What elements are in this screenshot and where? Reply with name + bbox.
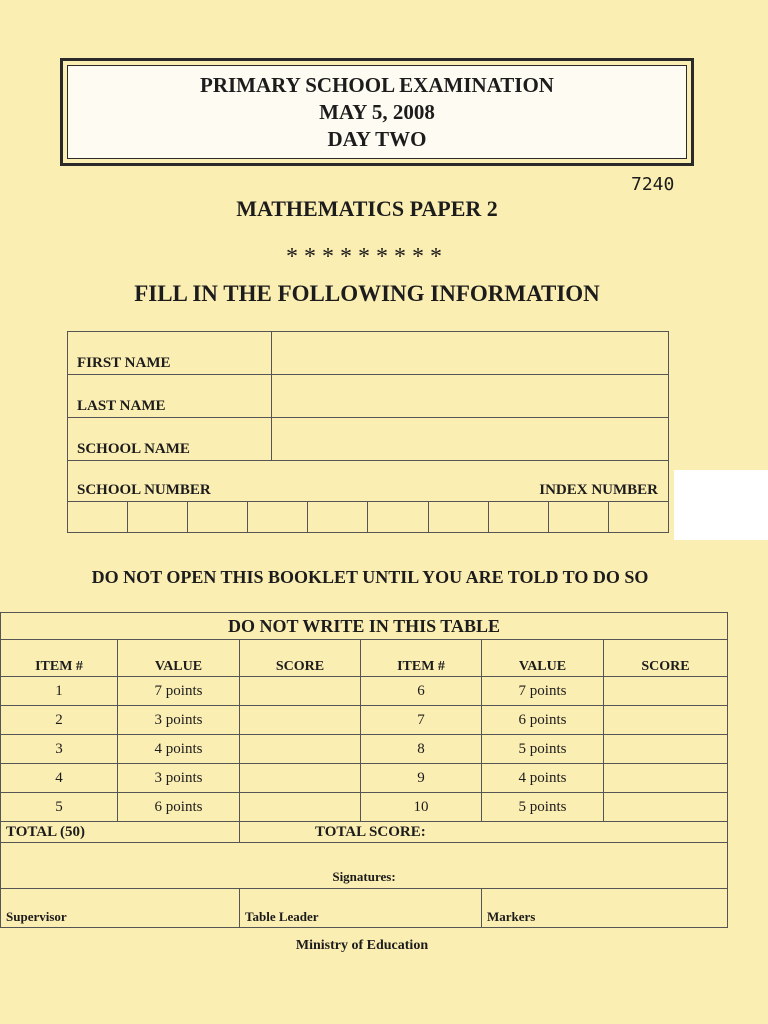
supervisor-signature[interactable]: Supervisor xyxy=(1,889,240,928)
score-cell[interactable] xyxy=(240,793,361,822)
number-cell[interactable] xyxy=(68,501,128,532)
item-header: ITEM # xyxy=(1,640,118,677)
item-number: 6 xyxy=(361,677,482,706)
paper-title: MATHEMATICS PAPER 2 xyxy=(236,196,498,221)
index-number-label: INDEX NUMBER xyxy=(539,482,658,498)
score-cell[interactable] xyxy=(240,764,361,793)
number-cell[interactable] xyxy=(308,501,368,532)
item-value: 5 points xyxy=(482,793,604,822)
table-row xyxy=(1,706,728,735)
score-table xyxy=(0,612,728,928)
paper-code: 7240 xyxy=(631,174,675,195)
number-cell[interactable] xyxy=(489,501,549,532)
item-value: 7 points xyxy=(118,677,240,706)
score-cell[interactable] xyxy=(240,706,361,735)
student-info-form xyxy=(67,331,669,533)
score-table-header-row xyxy=(1,640,728,677)
item-value: 3 points xyxy=(118,706,240,735)
value-header: VALUE xyxy=(482,640,604,677)
ministry-footer: Ministry of Education xyxy=(295,938,429,953)
item-value: 6 points xyxy=(118,793,240,822)
score-table-title-row xyxy=(1,613,728,640)
item-number: 7 xyxy=(361,706,482,735)
do-not-open-warning: DO NOT OPEN THIS BOOKLET UNTIL YOU ARE TOLD TO DO SO xyxy=(91,567,649,587)
item-number: 9 xyxy=(361,764,482,793)
item-value: 7 points xyxy=(482,677,604,706)
number-cell[interactable] xyxy=(248,501,308,532)
number-cell[interactable] xyxy=(429,501,489,532)
first-name-row xyxy=(68,332,668,375)
item-value: 5 points xyxy=(482,735,604,764)
number-cells xyxy=(68,501,668,532)
fill-in-heading: FILL IN THE FOLLOWING INFORMATION xyxy=(134,281,600,306)
signatures-label: Signatures: xyxy=(1,843,728,889)
table-row xyxy=(1,764,728,793)
score-header: SCORE xyxy=(604,640,728,677)
last-name-row xyxy=(68,375,668,418)
signatures-row xyxy=(1,843,728,889)
total-label: TOTAL (50) xyxy=(1,822,240,843)
exam-day: DAY TWO xyxy=(327,126,427,151)
school-number-label: SCHOOL NUMBER xyxy=(77,482,211,498)
exam-header-text xyxy=(200,72,554,153)
star-divider: ********* xyxy=(286,244,448,270)
number-cell[interactable] xyxy=(368,501,428,532)
item-number: 4 xyxy=(1,764,118,793)
score-cell[interactable] xyxy=(604,764,728,793)
value-header: VALUE xyxy=(118,640,240,677)
table-row xyxy=(1,735,728,764)
exam-date: MAY 5, 2008 xyxy=(319,99,435,124)
exam-title: PRIMARY SCHOOL EXAMINATION xyxy=(200,72,554,97)
number-cell[interactable] xyxy=(609,501,668,532)
number-cell[interactable] xyxy=(549,501,609,532)
item-value: 4 points xyxy=(118,735,240,764)
first-name-label: FIRST NAME xyxy=(77,355,171,371)
item-header: ITEM # xyxy=(361,640,482,677)
number-cell[interactable] xyxy=(188,501,248,532)
score-cell[interactable] xyxy=(604,706,728,735)
table-leader-signature[interactable]: Table Leader xyxy=(240,889,482,928)
item-number: 5 xyxy=(1,793,118,822)
markers-signature[interactable]: Markers xyxy=(482,889,728,928)
score-header: SCORE xyxy=(240,640,361,677)
table-row xyxy=(1,793,728,822)
school-name-row xyxy=(68,418,668,461)
table-row xyxy=(1,677,728,706)
item-value: 6 points xyxy=(482,706,604,735)
item-number: 2 xyxy=(1,706,118,735)
score-cell[interactable] xyxy=(604,793,728,822)
score-cell[interactable] xyxy=(604,735,728,764)
label-divider xyxy=(271,332,272,460)
exam-header-box xyxy=(60,58,694,166)
item-number: 3 xyxy=(1,735,118,764)
item-number: 1 xyxy=(1,677,118,706)
item-value: 4 points xyxy=(482,764,604,793)
school-name-label: SCHOOL NAME xyxy=(77,441,190,457)
item-value: 3 points xyxy=(118,764,240,793)
paper-patch xyxy=(674,470,768,540)
item-number: 10 xyxy=(361,793,482,822)
total-score-label[interactable]: TOTAL SCORE: xyxy=(240,822,728,843)
item-number: 8 xyxy=(361,735,482,764)
signer-row xyxy=(1,889,728,928)
number-cell[interactable] xyxy=(128,501,188,532)
total-row xyxy=(1,822,728,843)
score-cell[interactable] xyxy=(604,677,728,706)
score-table-title: DO NOT WRITE IN THIS TABLE xyxy=(1,613,728,640)
score-cell[interactable] xyxy=(240,735,361,764)
score-cell[interactable] xyxy=(240,677,361,706)
last-name-label: LAST NAME xyxy=(77,398,166,414)
